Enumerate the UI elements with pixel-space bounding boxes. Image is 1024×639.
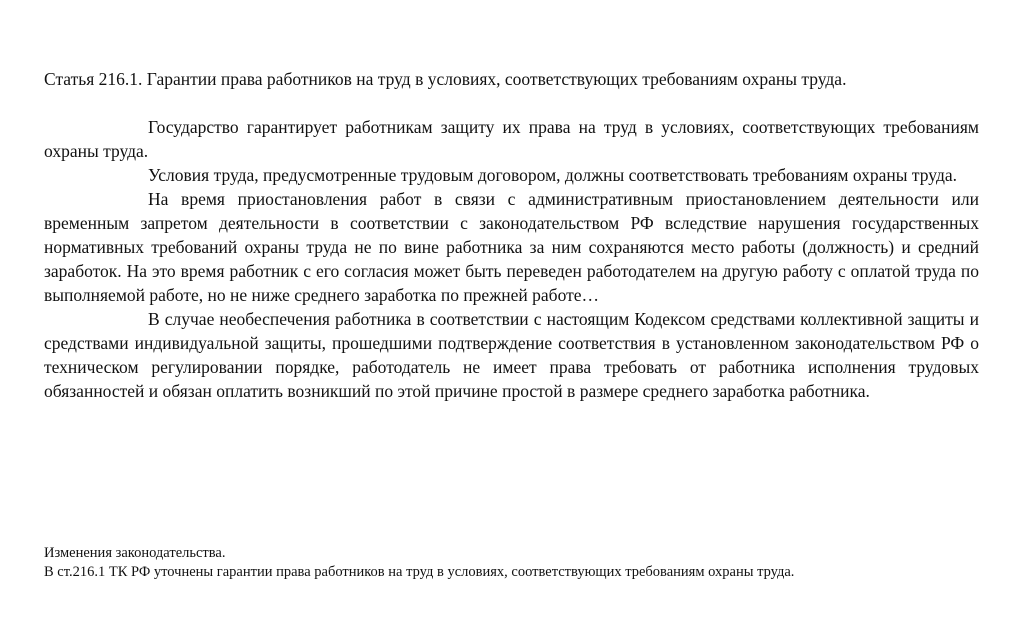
legislation-changes	[44, 544, 984, 582]
article-paragraph-1: Государство гарантирует работникам защиту их права на труд в условиях, соответствующих требованиям охраны труда.	[44, 117, 979, 161]
article-paragraph-3: На время приостановления работ в связи с административным приостановлением деятельности или временным запретом деятельности в соответствии с законодательством РФ вследствие нарушения государственных нормативных требований охраны труда не по вине работника за ним сохраняются место работы (должность) и средний заработок. На это время работник с его согласия может быть переведен работодателем на другую работу с оплатой труда по выполняемой работе, но не ниже среднего заработка по прежней работе…	[44, 189, 979, 305]
article-title: Статья 216.1. Гарантии права работников на труд в условиях, соответствующих требованиям охраны труда.	[44, 69, 847, 89]
article-body	[44, 115, 979, 403]
changes-text: В ст.216.1 ТК РФ уточнены гарантии права работников на труд в условиях, соответствующих требованиям охраны труда.	[44, 564, 795, 580]
changes-heading: Изменения законодательства.	[44, 545, 226, 561]
article-paragraph-2: Условия труда, предусмотренные трудовым договором, должны соответствовать требованиям охраны труда.	[148, 165, 957, 185]
article-paragraph-4: В случае необеспечения работника в соответствии с настоящим Кодексом средствами коллективной защиты и средствами индивидуальной защиты, прошедшими подтверждение соответствия в установленном законодательством РФ о техническом регулировании порядке, работодатель не имеет права требовать от работника исполнения трудовых обязанностей и обязан оплатить возникший по этой причине простой в размере среднего заработка работника.	[44, 309, 979, 401]
